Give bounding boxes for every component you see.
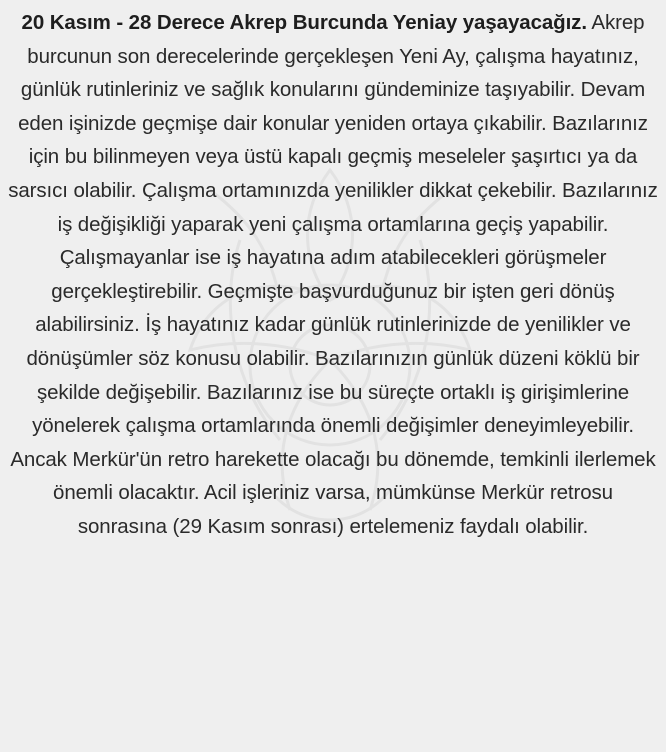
post-body: Akrep burcunun son derecelerinde gerçekleşen Yeni Ay, çalışma hayatınız, günlük rutinleriniz ve sağlık konularını gündeminize taşıyabilir. Devam eden işinizde geçmişe dair konular yeniden ortaya çıkabilir. Bazılarınız için bu bilinmeyen veya üstü kapalı geçmiş meseleler şaşırtıcı ya da sarsıcı olabilir. Çalışma ortamınızda yenilikler dikkat çekebilir. Bazılarınız iş değişikliği yaparak yeni çalışma ortamlarına geçiş yapabilir. Çalışmayanlar ise iş hayatına adım atabilecekleri görüşmeler gerçekleştirebilir. Geçmişte başvurduğunuz bir işten geri dönüş alabilirsiniz. İş hayatınız kadar günlük rutinlerinizde de yenilikler ve dönüşümler söz konusu olabilir. Bazılarınızın günlük düzeni köklü bir şekilde değişebilir. Bazılarınız ise bu süreçte ortaklı iş girişimlerine yönelerek çalışma ortamlarında önemli değişimler deneyimleyebilir. Ancak Merkür'ün retro harekette olacağı bu dönemde, temkinli ilerlemek önemli olacaktır. Acil işleriniz varsa, mümkünse Merkür retrosu sonrasına (29 Kasım sonrası) ertelemeniz faydalı olabilir. (8, 11, 658, 538)
post-headline: 20 Kasım - 28 Derece Akrep Burcunda Yeniay yaşayacağız. (21, 11, 587, 34)
post-text (8, 6, 658, 544)
